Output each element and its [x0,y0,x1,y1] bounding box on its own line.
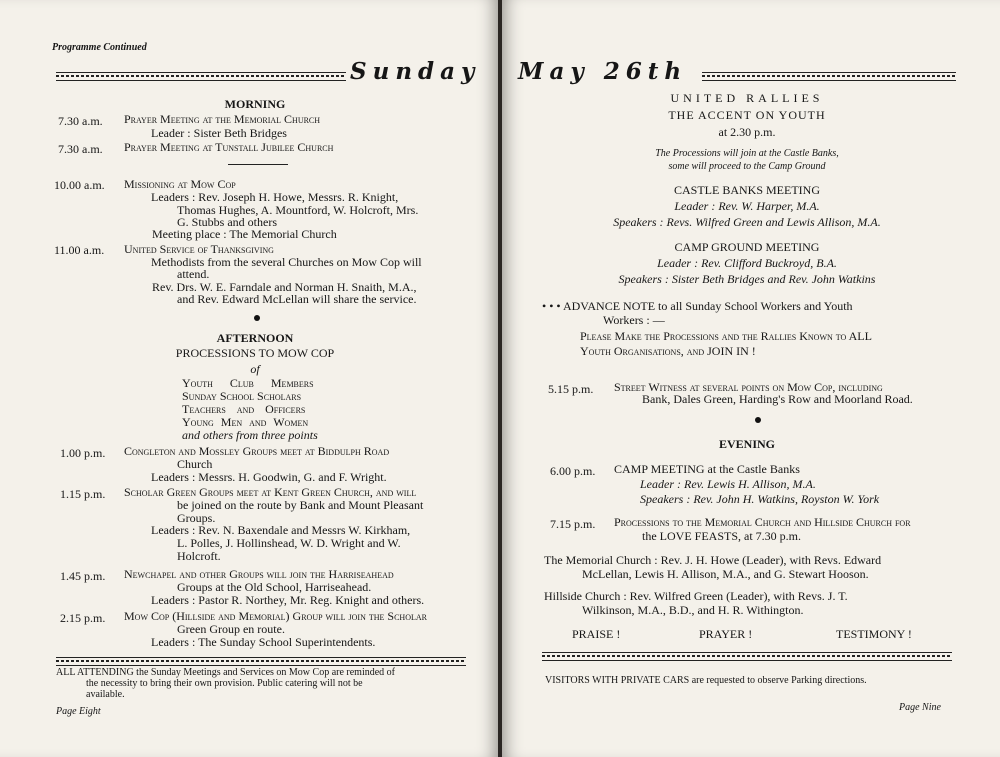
memorial-church: The Memorial Church : Rev. J. H. Howe (Leader), with Revs. Edward [544,553,882,567]
schedule-line: L. Polles, J. Hollinshead, W. D. Wright and W. [177,536,401,550]
schedule-line: Mow Cop (Hillside and Memorial) Group will join the Scholar [124,609,427,623]
schedule-line: Leaders : Rev. Joseph H. Howe, Messrs. R. Knight, [151,190,399,204]
schedule-line: Street Witness at several points on Mow Cop, including [614,380,883,394]
schedule-line: Holcroft. [177,549,221,563]
time-label: 10.00 a.m. [54,178,105,192]
left-page [0,0,498,757]
schedule-line: United Service of Thanksgiving [124,242,274,256]
camp-ground-heading: CAMP GROUND MEETING [674,240,820,254]
schedule-line: and Rev. Edward McLellan will share the service. [177,292,417,306]
advance-note: Please Make the Processions and the Rallies Known to ALL [580,329,872,343]
camp-leader: Leader : Rev. Clifford Buckroyd, B.A. [657,256,837,270]
schedule-line: Leaders : Rev. N. Baxendale and Messrs W. Kirkham, [151,523,411,537]
footer-note-line: available. [86,689,125,700]
schedule-line: Groups at the Old School, Harriseahead. [177,580,372,594]
schedule-line: CAMP MEETING at the Castle Banks [614,462,800,476]
memorial-church: McLellan, Lewis H. Allison, M.A., and G. Stewart Hooson. [582,567,869,581]
page-number: Page Eight [56,706,101,717]
page-number: Page Nine [899,702,941,713]
praise-label: PRAISE ! [572,627,621,641]
time-label: 6.00 p.m. [550,464,596,478]
castle-leader: Leader : Rev. W. Harper, M.A. [674,199,820,213]
schedule-line: Meeting place : The Memorial Church [152,227,337,241]
rallies-title: UNITED RALLIES [670,91,824,105]
programme-continued-header: Programme Continued [52,42,147,53]
schedule-line: Leader : Rev. Lewis H. Allison, M.A. [640,477,816,491]
group-line: and others from three points [182,428,318,442]
rallies-note: The Processions will join at the Castle Banks, [655,148,839,159]
schedule-line: attend. [177,267,210,281]
schedule-line: be joined on the route by Bank and Mount Pleasant [177,498,424,512]
banner-date: May 26th [518,58,688,85]
divider [228,164,288,165]
time-label: 7.30 a.m. [58,114,103,128]
footer-note-line: the necessity to bring their own provision. Public catering will not be [86,678,363,689]
wavy-rule [56,72,346,81]
rallies-note: some will proceed to the Camp Ground [668,161,826,172]
schedule-line: Bank, Dales Green, Harding's Row and Moorland Road. [642,392,913,406]
evening-heading: EVENING [718,437,775,451]
group-line: Young Men and Women [182,415,309,429]
time-label: 5.15 p.m. [548,382,594,396]
castle-speakers: Speakers : Revs. Wilfred Green and Lewis Allison, M.A. [613,215,881,229]
group-line: Teachers and Officers [182,402,306,416]
schedule-line: Leader : Sister Beth Bridges [151,126,287,140]
rallies-time: at 2.30 p.m. [718,125,776,139]
time-label: 7.30 a.m. [58,142,103,156]
schedule-line: Prayer Meeting at Tunstall Jubilee Church [124,140,334,154]
footer-note-line: ALL ATTENDING the Sunday Meetings and Services on Mow Cop are reminded of [56,667,396,678]
schedule-line: Prayer Meeting at the Memorial Church [124,112,321,126]
footer-note: VISITORS WITH PRIVATE CARS are requested to observe Parking directions. [545,675,867,686]
prayer-label: PRAYER ! [699,627,753,641]
schedule-line: Newchapel and other Groups will join the Harriseahead [124,567,394,581]
schedule-line: Scholar Green Groups meet at Kent Green Church, and will [124,485,417,499]
schedule-line: Groups. [177,511,216,525]
schedule-line: Methodists from the several Churches on Mow Cop will [151,255,422,269]
advance-note: Workers : — [603,313,665,327]
time-label: 1.15 p.m. [60,487,106,501]
right-page [502,0,1000,757]
bullet-icon [254,315,260,321]
hillside-church: Wilkinson, M.A., B.D., and H. R. Withington. [582,603,804,617]
time-label: 2.15 p.m. [60,611,106,625]
schedule-line: Speakers : Rev. John H. Watkins, Royston W. York [640,492,880,506]
banner-sunday: Sunday [350,58,481,85]
afternoon-heading: AFTERNOON [216,331,294,345]
of-label: of [250,362,260,376]
rallies-subtitle: THE ACCENT ON YOUTH [668,108,826,122]
group-line: Youth Club Members [182,376,314,390]
schedule-line: Rev. Drs. W. E. Farndale and Norman H. Snaith, M.A., [152,280,417,294]
camp-speakers: Speakers : Sister Beth Bridges and Rev. John Watkins [618,272,876,286]
bullet-icon [755,417,761,423]
time-label: 1.00 p.m. [60,446,106,460]
wavy-rule [542,652,952,661]
time-label: 11.00 a.m. [54,243,105,257]
testimony-label: TESTIMONY ! [836,627,912,641]
schedule-line: Missioning at Mow Cop [124,177,236,191]
processions-heading: PROCESSIONS TO MOW COP [175,346,335,360]
wavy-rule [702,72,956,81]
schedule-line: G. Stubbs and others [177,215,277,229]
schedule-line: Congleton and Mossley Groups meet at Biddulph Road [124,444,390,458]
schedule-line: Green Group en route. [177,622,285,636]
schedule-line: Leaders : The Sunday School Superintendents. [151,635,376,649]
schedule-line: Processions to the Memorial Church and Hillside Church for [614,515,911,529]
schedule-line: Leaders : Messrs. H. Goodwin, G. and F. Wright. [151,470,387,484]
advance-note: • • • ADVANCE NOTE to all Sunday School Workers and Youth [542,299,853,313]
time-label: 1.45 p.m. [60,569,106,583]
schedule-line: Church [177,457,213,471]
schedule-line: Leaders : Pastor R. Northey, Mr. Reg. Knight and others. [151,593,425,607]
schedule-line: the LOVE FEASTS, at 7.30 p.m. [642,529,801,543]
group-line: Sunday School Scholars [182,389,302,403]
advance-note: Youth Organisations, and JOIN IN ! [580,344,756,358]
time-label: 7.15 p.m. [550,517,596,531]
hillside-church: Hillside Church : Rev. Wilfred Green (Leader), with Revs. J. T. [544,589,848,603]
morning-heading: MORNING [224,97,286,111]
wavy-rule [56,657,466,666]
castle-banks-heading: CASTLE BANKS MEETING [674,183,820,197]
schedule-line: Thomas Hughes, A. Mountford, W. Holcroft, Mrs. [177,203,419,217]
